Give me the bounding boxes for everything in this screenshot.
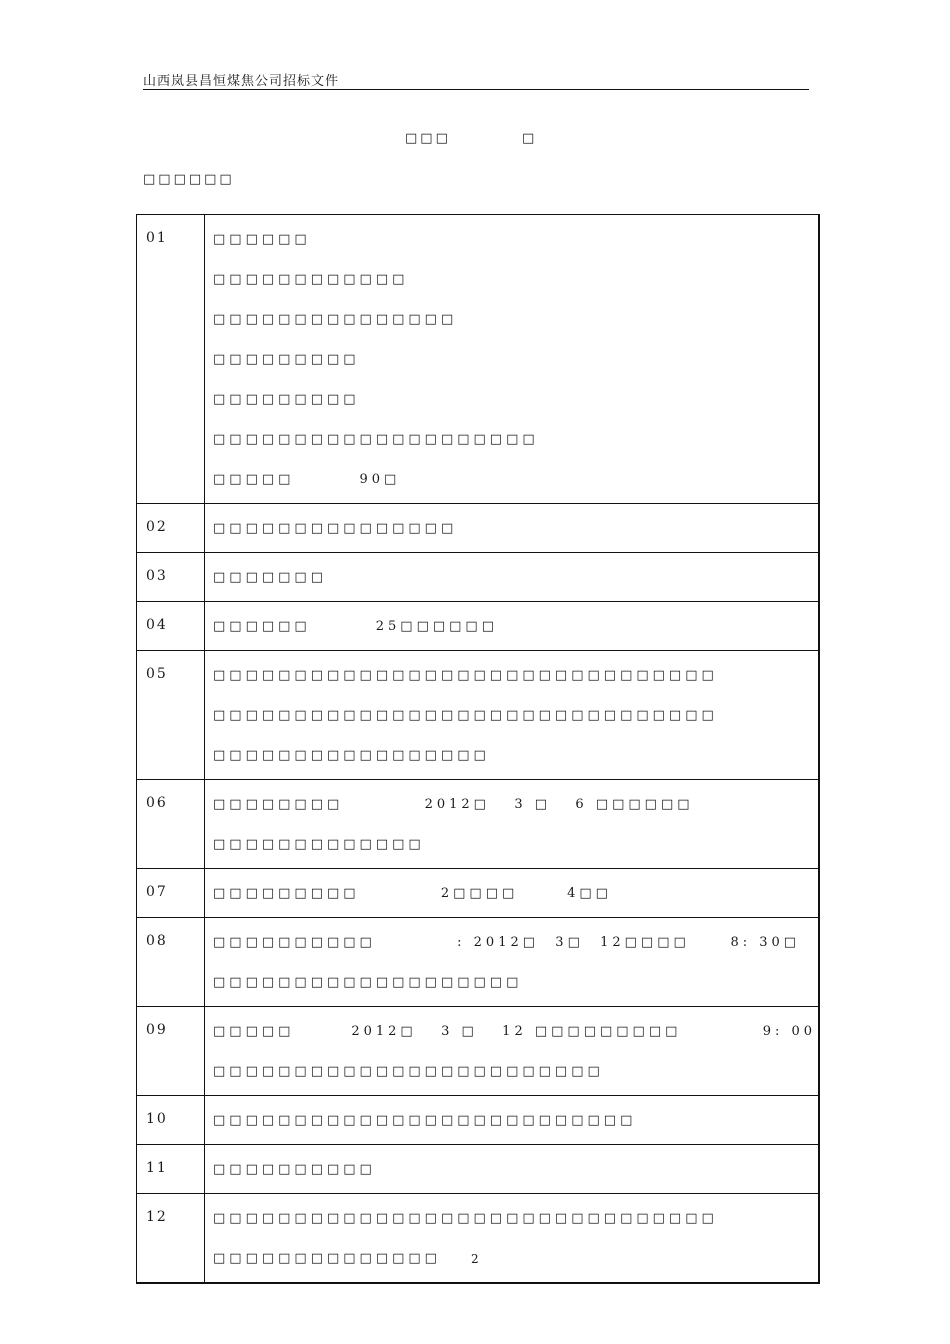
item-content [205,602,818,650]
item-line: □□□□□□□□□ 2□□□□ 4□□ [213,886,612,901]
table-row [137,602,818,651]
table-row [137,1096,818,1145]
table-row [137,1194,818,1284]
item-line: □□□□□ 2012□ 3 □ 12 □□□□□□□□□ 9: 00 [213,1024,817,1039]
item-content [205,1194,818,1282]
item-line: □□□□□□□□□□□□ [213,272,409,287]
item-line: □□□□□□□□□□□□□□□□□ [213,748,490,763]
item-line: □□□□□□□□□□□□□□□□□□□□ [213,432,539,447]
item-line: □□□□□□□ [213,570,327,585]
table-row [137,553,818,602]
item-content [205,553,818,601]
table-caption: □□□□□□ [143,172,235,187]
section-title: □□□ [405,131,451,146]
item-line: □□□□□ 90□ [213,472,401,487]
item-line: □□□□□□□□□□□□□□□□□□□ [213,975,523,990]
item-line: □□□□□□□□□ [213,352,360,367]
item-number: 02 [137,504,205,552]
item-line: □□□□□□□□□□ [213,1162,376,1177]
item-line: □□□□□□□□□□□□□□□□□□□□□□□□□□□□□□□ [213,1211,718,1226]
table-row [137,869,818,918]
item-line: □□□□□□ [213,232,311,247]
table-row [137,1007,818,1096]
item-number: 09 [137,1007,205,1095]
table-row [137,918,818,1007]
item-number: 05 [137,651,205,779]
item-line: □□□□□□□□□□□□□□□ [213,312,458,327]
item-content [205,869,818,917]
item-content [205,504,818,552]
header-title: 山西岚县昌恒煤焦公司招标文件 [143,74,340,89]
item-line: □□□□□□□□□□□□□□□ [213,521,458,536]
section-title-suffix: □ [522,131,535,146]
item-line: □□□□□□□□□□□□□□□□□□□□□□□□□□□□□□□ [213,668,718,683]
item-number: 08 [137,918,205,1006]
table-row [137,1145,818,1194]
item-number: 12 [137,1194,205,1282]
page-number: 2 [471,1252,479,1266]
item-content [205,1096,818,1144]
item-number: 03 [137,553,205,601]
item-line: □□□□□□□□□□□□□ [213,837,425,852]
item-number: 11 [137,1145,205,1193]
item-line: □□□□□□□□□□□□□□□□□□□□□□□□ [213,1064,604,1079]
item-content [205,780,818,868]
item-content [205,651,818,779]
item-line: □□□□□□ 25□□□□□□ [213,619,498,634]
item-number: 07 [137,869,205,917]
table-row [137,215,818,504]
item-content [205,215,818,503]
item-content [205,1145,818,1193]
item-line: □□□□□□□□□□ : 2012□ 3□ 12□□□□ 8: 30□ [213,935,801,950]
item-line: □□□□□□□□□□□□□□□□□□□□□□□□□□□□□□□ [213,708,718,723]
bid-info-table [136,214,820,1284]
item-number: 01 [137,215,205,503]
table-row [137,651,818,780]
item-line: □□□□□□□□□□□□□□ [213,1251,441,1266]
item-number: 10 [137,1096,205,1144]
item-number: 04 [137,602,205,650]
item-line: □□□□□□□□□ [213,392,360,407]
page-header [143,70,809,90]
table-row [137,780,818,869]
item-number: 06 [137,780,205,868]
item-line: □□□□□□□□□□□□□□□□□□□□□□□□□□ [213,1113,637,1128]
item-content [205,1007,818,1095]
item-content [205,918,818,1006]
item-line: □□□□□□□□ 2012□ 3 □ 6 □□□□□□ [213,797,694,812]
table-row [137,504,818,553]
